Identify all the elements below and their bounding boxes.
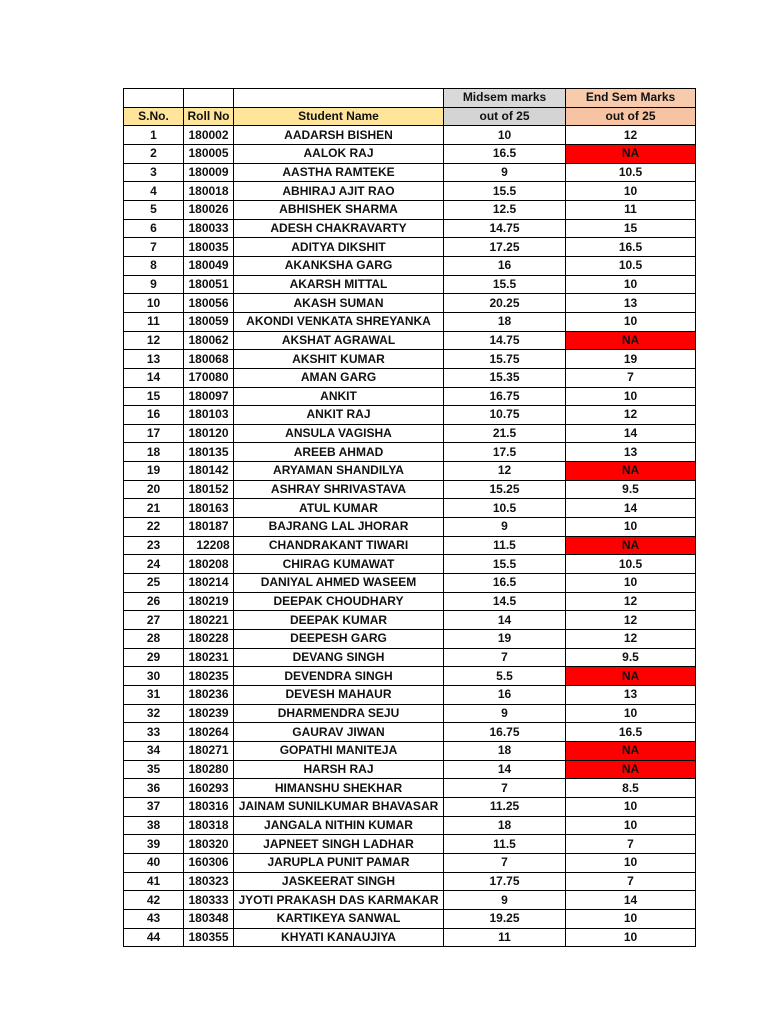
- student-name-cell: DANIYAL AHMED WASEEM: [234, 574, 444, 593]
- midsem-mark-cell: 12.5: [444, 200, 566, 219]
- midsem-mark-cell: 15.5: [444, 275, 566, 294]
- midsem-mark-cell: 16: [444, 686, 566, 705]
- student-name-cell: AADARSH BISHEN: [234, 126, 444, 145]
- midsem-mark-cell: 10.5: [444, 499, 566, 518]
- table-row: [124, 928, 696, 947]
- midsem-mark-cell: 14.5: [444, 592, 566, 611]
- endsem-mark-cell: 10: [566, 816, 696, 835]
- table-row: [124, 350, 696, 369]
- table-row: [124, 909, 696, 928]
- table-row: [124, 835, 696, 854]
- table-row: [124, 256, 696, 275]
- table-row: [124, 797, 696, 816]
- table-row: [124, 741, 696, 760]
- sno-cell: 39: [124, 835, 184, 854]
- endsem-mark-cell: 14: [566, 891, 696, 910]
- endsem-mark-cell: 10: [566, 387, 696, 406]
- student-name-cell: ATUL KUMAR: [234, 499, 444, 518]
- midsem-mark-cell: 9: [444, 891, 566, 910]
- endsem-mark-cell: 10: [566, 928, 696, 947]
- sno-cell: 10: [124, 294, 184, 313]
- midsem-mark-cell: 16: [444, 256, 566, 275]
- header-row: [124, 107, 696, 126]
- endsem-mark-cell: 7: [566, 368, 696, 387]
- table-row: [124, 686, 696, 705]
- roll-no-cell: 160293: [184, 779, 234, 798]
- roll-no-cell: 180009: [184, 163, 234, 182]
- sno-cell: 11: [124, 312, 184, 331]
- endsem-mark-cell: 11: [566, 200, 696, 219]
- table-row: [124, 294, 696, 313]
- sno-cell: 22: [124, 518, 184, 537]
- roll-no-cell: 180120: [184, 424, 234, 443]
- midsem-mark-cell: 9: [444, 518, 566, 537]
- roll-no-cell: 180316: [184, 797, 234, 816]
- midsem-mark-cell: 5.5: [444, 667, 566, 686]
- endsem-mark-cell: 10: [566, 518, 696, 537]
- student-name-cell: ANKIT: [234, 387, 444, 406]
- midsem-mark-cell: 10: [444, 126, 566, 145]
- sno-cell: 37: [124, 797, 184, 816]
- midsem-mark-cell: 11.5: [444, 835, 566, 854]
- midsem-mark-cell: 14.75: [444, 331, 566, 350]
- roll-no-cell: 180264: [184, 723, 234, 742]
- sno-cell: 7: [124, 238, 184, 257]
- endsem-mark-cell: 12: [566, 630, 696, 649]
- sno-cell: 43: [124, 909, 184, 928]
- midsem-mark-cell: 18: [444, 312, 566, 331]
- sno-cell: 30: [124, 667, 184, 686]
- student-name-cell: JAPNEET SINGH LADHAR: [234, 835, 444, 854]
- student-name-cell: DEVANG SINGH: [234, 648, 444, 667]
- endsem-mark-cell: NA: [566, 536, 696, 555]
- student-name-cell: ABHIRAJ AJIT RAO: [234, 182, 444, 201]
- midsem-mark-cell: 7: [444, 779, 566, 798]
- student-name-cell: ADITYA DIKSHIT: [234, 238, 444, 257]
- roll-no-cell: 180135: [184, 443, 234, 462]
- midsem-mark-cell: 16.5: [444, 574, 566, 593]
- roll-no-cell: 160306: [184, 853, 234, 872]
- roll-no-cell: 180059: [184, 312, 234, 331]
- sno-cell: 18: [124, 443, 184, 462]
- sno-cell: 6: [124, 219, 184, 238]
- endsem-mark-cell: 10: [566, 312, 696, 331]
- student-name-cell: KARTIKEYA SANWAL: [234, 909, 444, 928]
- table-row: [124, 648, 696, 667]
- sno-cell: 35: [124, 760, 184, 779]
- student-name-cell: DEEPESH GARG: [234, 630, 444, 649]
- roll-no-cell: 170080: [184, 368, 234, 387]
- student-name-cell: ADESH CHAKRAVARTY: [234, 219, 444, 238]
- endsem-mark-cell: 14: [566, 499, 696, 518]
- student-name-cell: AASTHA RAMTEKE: [234, 163, 444, 182]
- table-row: [124, 331, 696, 350]
- sno-cell: 38: [124, 816, 184, 835]
- table-row: [124, 518, 696, 537]
- marks-table: [123, 88, 696, 947]
- roll-no-cell: 12208: [184, 536, 234, 555]
- roll-no-cell: 180152: [184, 480, 234, 499]
- roll-no-cell: 180049: [184, 256, 234, 275]
- roll-no-cell: 180187: [184, 518, 234, 537]
- sno-cell: 34: [124, 741, 184, 760]
- student-name-cell: DHARMENDRA SEJU: [234, 704, 444, 723]
- midsem-mark-cell: 7: [444, 648, 566, 667]
- student-name-cell: AKSHAT AGRAWAL: [234, 331, 444, 350]
- endsem-mark-cell: 13: [566, 294, 696, 313]
- endsem-mark-cell: 12: [566, 126, 696, 145]
- table-row: [124, 238, 696, 257]
- midsem-mark-cell: 14: [444, 611, 566, 630]
- sno-header: S.No.: [124, 107, 184, 126]
- sno-cell: 26: [124, 592, 184, 611]
- roll-no-cell: 180005: [184, 144, 234, 163]
- roll-no-cell: 180320: [184, 835, 234, 854]
- student-name-cell: AMAN GARG: [234, 368, 444, 387]
- roll-no-cell: 180280: [184, 760, 234, 779]
- endsem-mark-cell: 10: [566, 704, 696, 723]
- student-name-cell: AALOK RAJ: [234, 144, 444, 163]
- student-name-cell: CHIRAG KUMAWAT: [234, 555, 444, 574]
- roll-no-cell: 180239: [184, 704, 234, 723]
- student-name-cell: BAJRANG LAL JHORAR: [234, 518, 444, 537]
- roll-no-cell: 180228: [184, 630, 234, 649]
- endsem-mark-cell: 7: [566, 872, 696, 891]
- table-row: [124, 200, 696, 219]
- student-name-cell: ANSULA VAGISHA: [234, 424, 444, 443]
- student-name-cell: ANKIT RAJ: [234, 406, 444, 425]
- sno-cell: 12: [124, 331, 184, 350]
- sno-cell: 17: [124, 424, 184, 443]
- endsem-mark-cell: 10.5: [566, 163, 696, 182]
- endsem-marks-header: End Sem Marks: [566, 89, 696, 108]
- midsem-mark-cell: 15.5: [444, 555, 566, 574]
- midsem-mark-cell: 7: [444, 853, 566, 872]
- roll-no-cell: 180323: [184, 872, 234, 891]
- sno-cell: 21: [124, 499, 184, 518]
- endsem-mark-cell: 8.5: [566, 779, 696, 798]
- endsem-mark-cell: NA: [566, 741, 696, 760]
- student-name-cell: GOPATHI MANITEJA: [234, 741, 444, 760]
- midsem-mark-cell: 16.75: [444, 387, 566, 406]
- student-name-cell: AKONDI VENKATA SHREYANKA: [234, 312, 444, 331]
- sno-cell: 44: [124, 928, 184, 947]
- header-empty-cell: [184, 89, 234, 108]
- midsem-mark-cell: 14.75: [444, 219, 566, 238]
- student-name-cell: JYOTI PRAKASH DAS KARMAKAR: [234, 891, 444, 910]
- sno-cell: 42: [124, 891, 184, 910]
- sno-cell: 29: [124, 648, 184, 667]
- header-empty-cell: [124, 89, 184, 108]
- midsem-mark-cell: 16.75: [444, 723, 566, 742]
- midsem-mark-cell: 21.5: [444, 424, 566, 443]
- endsem-mark-cell: 12: [566, 611, 696, 630]
- sno-cell: 36: [124, 779, 184, 798]
- roll-no-cell: 180318: [184, 816, 234, 835]
- midsem-mark-cell: 19.25: [444, 909, 566, 928]
- endsem-mark-cell: NA: [566, 331, 696, 350]
- endsem-mark-cell: 10.5: [566, 555, 696, 574]
- student-name-cell: HIMANSHU SHEKHAR: [234, 779, 444, 798]
- sno-cell: 40: [124, 853, 184, 872]
- endsem-mark-cell: 10: [566, 182, 696, 201]
- sno-cell: 25: [124, 574, 184, 593]
- roll-no-cell: 180348: [184, 909, 234, 928]
- marks-sheet: [123, 88, 696, 947]
- student-name-cell: KHYATI KANAUJIYA: [234, 928, 444, 947]
- table-row: [124, 163, 696, 182]
- roll-no-cell: 180056: [184, 294, 234, 313]
- student-name-cell: ABHISHEK SHARMA: [234, 200, 444, 219]
- endsem-mark-cell: 12: [566, 592, 696, 611]
- sno-cell: 31: [124, 686, 184, 705]
- midsem-mark-cell: 18: [444, 741, 566, 760]
- sno-cell: 32: [124, 704, 184, 723]
- midsem-mark-cell: 11.5: [444, 536, 566, 555]
- student-name-cell: AKARSH MITTAL: [234, 275, 444, 294]
- table-row: [124, 704, 696, 723]
- endsem-mark-cell: 16.5: [566, 238, 696, 257]
- table-row: [124, 368, 696, 387]
- student-name-cell: JARUPLA PUNIT PAMAR: [234, 853, 444, 872]
- endsem-mark-cell: 12: [566, 406, 696, 425]
- endsem-mark-cell: 10: [566, 275, 696, 294]
- midsem-mark-cell: 12: [444, 462, 566, 481]
- sno-cell: 1: [124, 126, 184, 145]
- header-empty-cell: [234, 89, 444, 108]
- roll-no-cell: 180333: [184, 891, 234, 910]
- table-row: [124, 536, 696, 555]
- roll-no-cell: 180163: [184, 499, 234, 518]
- student-name-header: Student Name: [234, 107, 444, 126]
- roll-no-cell: 180068: [184, 350, 234, 369]
- roll-no-cell: 180208: [184, 555, 234, 574]
- student-name-cell: DEVENDRA SINGH: [234, 667, 444, 686]
- roll-no-cell: 180033: [184, 219, 234, 238]
- midsem-mark-cell: 15.25: [444, 480, 566, 499]
- student-name-cell: JASKEERAT SINGH: [234, 872, 444, 891]
- sno-cell: 13: [124, 350, 184, 369]
- roll-no-header: Roll No: [184, 107, 234, 126]
- table-row: [124, 574, 696, 593]
- roll-no-cell: 180214: [184, 574, 234, 593]
- table-row: [124, 480, 696, 499]
- table-row: [124, 424, 696, 443]
- midsem-mark-cell: 20.25: [444, 294, 566, 313]
- table-row: [124, 387, 696, 406]
- sno-cell: 15: [124, 387, 184, 406]
- sno-cell: 41: [124, 872, 184, 891]
- student-name-cell: DEEPAK KUMAR: [234, 611, 444, 630]
- midsem-mark-cell: 16.5: [444, 144, 566, 163]
- sno-cell: 33: [124, 723, 184, 742]
- sno-cell: 14: [124, 368, 184, 387]
- table-row: [124, 182, 696, 201]
- midsem-marks-header: Midsem marks: [444, 89, 566, 108]
- roll-no-cell: 180221: [184, 611, 234, 630]
- table-row: [124, 723, 696, 742]
- table-row: [124, 219, 696, 238]
- student-name-cell: JANGALA NITHIN KUMAR: [234, 816, 444, 835]
- endsem-mark-cell: 15: [566, 219, 696, 238]
- table-row: [124, 816, 696, 835]
- endsem-mark-cell: 9.5: [566, 648, 696, 667]
- table-row: [124, 592, 696, 611]
- midsem-mark-cell: 17.5: [444, 443, 566, 462]
- midsem-mark-cell: 15.35: [444, 368, 566, 387]
- midsem-mark-cell: 17.75: [444, 872, 566, 891]
- sno-cell: 16: [124, 406, 184, 425]
- student-name-cell: GAURAV JIWAN: [234, 723, 444, 742]
- endsem-mark-cell: 19: [566, 350, 696, 369]
- midsem-mark-cell: 15.75: [444, 350, 566, 369]
- student-name-cell: DEEPAK CHOUDHARY: [234, 592, 444, 611]
- roll-no-cell: 180103: [184, 406, 234, 425]
- roll-no-cell: 180051: [184, 275, 234, 294]
- midsem-mark-cell: 11.25: [444, 797, 566, 816]
- table-row: [124, 499, 696, 518]
- table-row: [124, 611, 696, 630]
- roll-no-cell: 180142: [184, 462, 234, 481]
- endsem-mark-cell: 10: [566, 909, 696, 928]
- student-name-cell: AKANKSHA GARG: [234, 256, 444, 275]
- midsem-mark-cell: 18: [444, 816, 566, 835]
- endsem-mark-cell: 16.5: [566, 723, 696, 742]
- student-name-cell: ARYAMAN SHANDILYA: [234, 462, 444, 481]
- table-row: [124, 760, 696, 779]
- midsem-max-header: out of 25: [444, 107, 566, 126]
- endsem-mark-cell: 13: [566, 686, 696, 705]
- student-name-cell: ASHRAY SHRIVASTAVA: [234, 480, 444, 499]
- roll-no-cell: 180097: [184, 387, 234, 406]
- roll-no-cell: 180035: [184, 238, 234, 257]
- sno-cell: 8: [124, 256, 184, 275]
- header-row-top: [124, 89, 696, 108]
- roll-no-cell: 180235: [184, 667, 234, 686]
- endsem-mark-cell: 9.5: [566, 480, 696, 499]
- student-name-cell: AKSHIT KUMAR: [234, 350, 444, 369]
- endsem-mark-cell: NA: [566, 144, 696, 163]
- roll-no-cell: 180026: [184, 200, 234, 219]
- table-row: [124, 853, 696, 872]
- endsem-mark-cell: NA: [566, 462, 696, 481]
- midsem-mark-cell: 9: [444, 704, 566, 723]
- roll-no-cell: 180231: [184, 648, 234, 667]
- table-row: [124, 462, 696, 481]
- midsem-mark-cell: 11: [444, 928, 566, 947]
- sno-cell: 2: [124, 144, 184, 163]
- roll-no-cell: 180355: [184, 928, 234, 947]
- roll-no-cell: 180236: [184, 686, 234, 705]
- sno-cell: 23: [124, 536, 184, 555]
- roll-no-cell: 180271: [184, 741, 234, 760]
- table-row: [124, 443, 696, 462]
- sno-cell: 3: [124, 163, 184, 182]
- roll-no-cell: 180002: [184, 126, 234, 145]
- endsem-mark-cell: 10: [566, 574, 696, 593]
- student-name-cell: CHANDRAKANT TIWARI: [234, 536, 444, 555]
- sno-cell: 24: [124, 555, 184, 574]
- sno-cell: 27: [124, 611, 184, 630]
- endsem-max-header: out of 25: [566, 107, 696, 126]
- student-name-cell: JAINAM SUNILKUMAR BHAVASAR: [234, 797, 444, 816]
- endsem-mark-cell: 14: [566, 424, 696, 443]
- student-name-cell: DEVESH MAHAUR: [234, 686, 444, 705]
- table-row: [124, 312, 696, 331]
- roll-no-cell: 180018: [184, 182, 234, 201]
- sno-cell: 5: [124, 200, 184, 219]
- endsem-mark-cell: 7: [566, 835, 696, 854]
- midsem-mark-cell: 15.5: [444, 182, 566, 201]
- endsem-mark-cell: 10: [566, 853, 696, 872]
- endsem-mark-cell: 10.5: [566, 256, 696, 275]
- table-row: [124, 555, 696, 574]
- roll-no-cell: 180219: [184, 592, 234, 611]
- sno-cell: 19: [124, 462, 184, 481]
- midsem-mark-cell: 10.75: [444, 406, 566, 425]
- midsem-mark-cell: 19: [444, 630, 566, 649]
- table-row: [124, 630, 696, 649]
- midsem-mark-cell: 9: [444, 163, 566, 182]
- endsem-mark-cell: NA: [566, 760, 696, 779]
- table-row: [124, 872, 696, 891]
- table-row: [124, 275, 696, 294]
- table-row: [124, 779, 696, 798]
- student-name-cell: AREEB AHMAD: [234, 443, 444, 462]
- sno-cell: 20: [124, 480, 184, 499]
- sno-cell: 4: [124, 182, 184, 201]
- table-row: [124, 126, 696, 145]
- midsem-mark-cell: 17.25: [444, 238, 566, 257]
- table-row: [124, 144, 696, 163]
- endsem-mark-cell: 10: [566, 797, 696, 816]
- endsem-mark-cell: 13: [566, 443, 696, 462]
- midsem-mark-cell: 14: [444, 760, 566, 779]
- endsem-mark-cell: NA: [566, 667, 696, 686]
- table-row: [124, 667, 696, 686]
- sno-cell: 28: [124, 630, 184, 649]
- roll-no-cell: 180062: [184, 331, 234, 350]
- sno-cell: 9: [124, 275, 184, 294]
- table-row: [124, 406, 696, 425]
- table-row: [124, 891, 696, 910]
- student-name-cell: AKASH SUMAN: [234, 294, 444, 313]
- student-name-cell: HARSH RAJ: [234, 760, 444, 779]
